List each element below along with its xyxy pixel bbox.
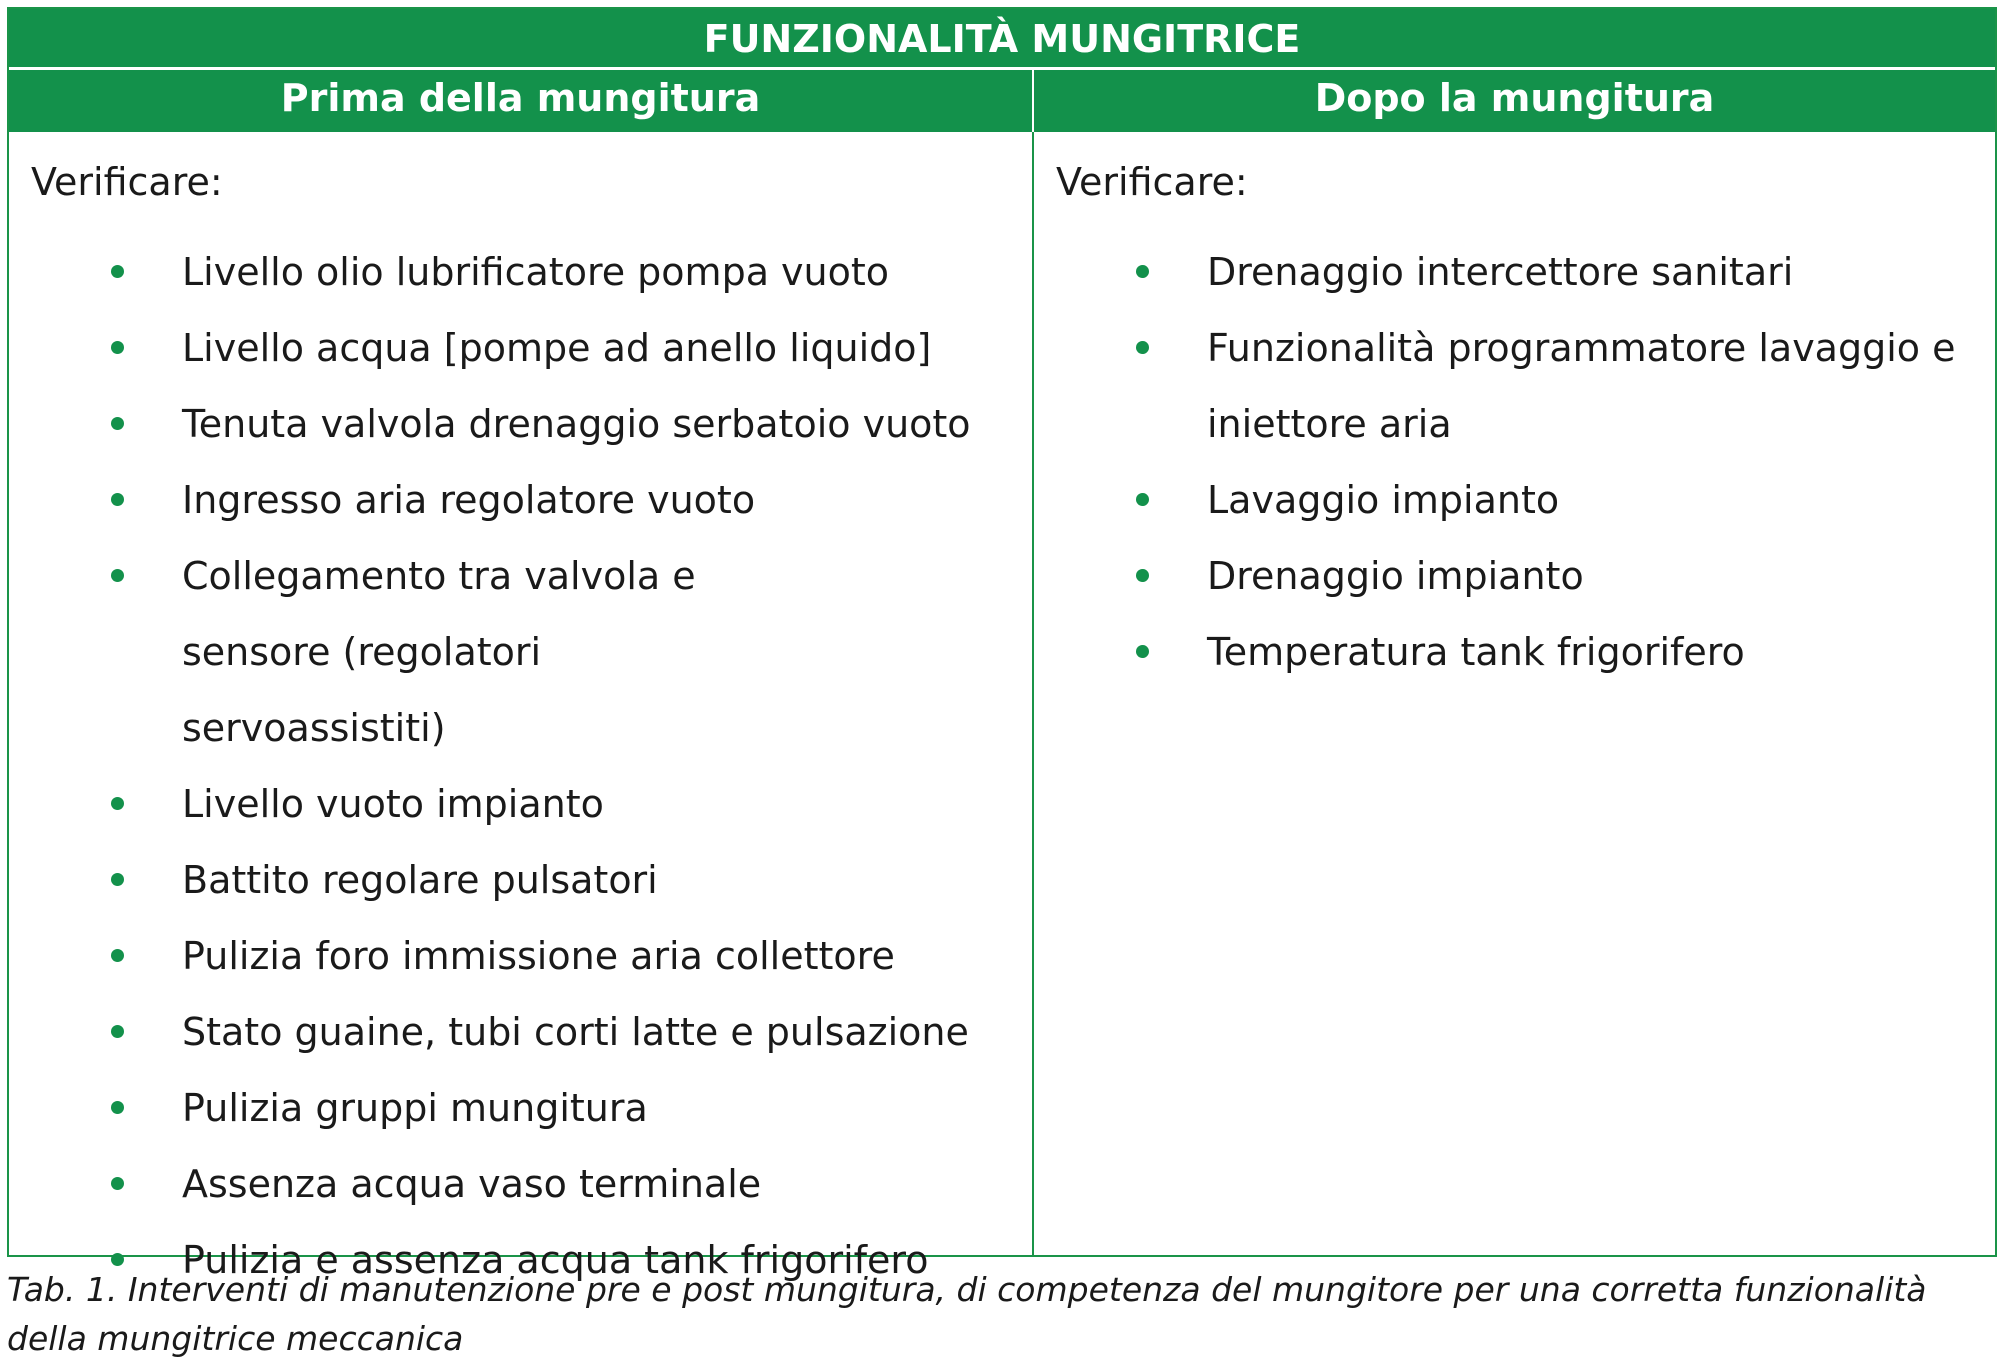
bullet-icon [111,873,124,886]
list-item [9,766,1032,842]
list-item [9,1146,1032,1222]
bullet-icon [111,341,124,354]
list-item-text: Drenaggio intercettore sanitari [1207,250,1794,294]
bullet-icon [111,493,124,506]
column-header-before: Prima della mungitura [9,70,1032,132]
list-item-text: Pulizia foro immissione aria collettore [182,934,895,978]
list-item [9,538,1032,766]
bullet-icon [1136,493,1149,506]
list-item-text: Battito regolare pulsatori [182,858,658,902]
bullet-icon [111,1025,124,1038]
bullet-icon [111,1177,124,1190]
list-item-text: Funzionalità programmatore lavaggio e iniettore aria [1207,326,1956,446]
list-item [9,918,1032,994]
list-item [9,994,1032,1070]
list-item [1034,614,1995,690]
list-item-text: Temperatura tank frigorifero [1207,630,1745,674]
list-item-text: Livello vuoto impianto [182,782,604,826]
list-item-text: Assenza acqua vaso terminale [182,1162,762,1206]
bullet-icon [1136,341,1149,354]
checklist-before [9,234,1032,1298]
list-item-text: Livello olio lubrificatore pompa vuoto [182,250,890,294]
list-item [9,842,1032,918]
list-item-text: Ingresso aria regolatore vuoto [182,478,756,522]
list-item-text: Drenaggio impianto [1207,554,1584,598]
checklist-after [1034,234,1995,690]
bullet-icon [111,417,124,430]
list-item [9,462,1032,538]
list-item [9,1070,1032,1146]
list-item-text: Livello acqua [pompe ad anello liquido] [182,326,932,370]
cell-before-milking [9,132,1032,1282]
table-title: FUNZIONALITÀ MUNGITRICE [9,9,1995,70]
bullet-icon [111,265,124,278]
column-header-after: Dopo la mungitura [1034,70,1995,132]
list-item-text: Pulizia e assenza acqua tank frigorifero [182,1238,929,1282]
list-item-text: Stato guaine, tubi corti latte e pulsazione [182,1010,969,1054]
list-item-text: Tenuta valvola drenaggio serbatoio vuoto [182,402,971,446]
list-item [9,234,1032,310]
list-item [9,386,1032,462]
bullet-icon [111,949,124,962]
bullet-icon [111,797,124,810]
list-item [1034,462,1995,538]
cell-after-milking [1034,132,1995,1255]
list-item-text: Pulizia gruppi mungitura [182,1086,648,1130]
list-item-text: Lavaggio impianto [1207,478,1560,522]
list-item [1034,538,1995,614]
bullet-icon [1136,265,1149,278]
bullet-icon [1136,569,1149,582]
list-item-text: Collegamento tra valvola e sensore (regolatori servoassistiti) [182,554,696,750]
list-item [1034,234,1995,310]
list-item [9,310,1032,386]
verify-label: Verificare: [31,160,223,204]
list-item [1034,310,1995,462]
bullet-icon [1136,645,1149,658]
bullet-icon [111,1101,124,1114]
bullet-icon [111,569,124,582]
table-caption: Tab. 1. Interventi di manutenzione pre e post mungitura, di competenza del mungitore per una corretta funzionalità della mungitrice meccanica [7,1270,1927,1358]
verify-label: Verificare: [1056,160,1248,204]
maintenance-table [7,7,1997,1282]
